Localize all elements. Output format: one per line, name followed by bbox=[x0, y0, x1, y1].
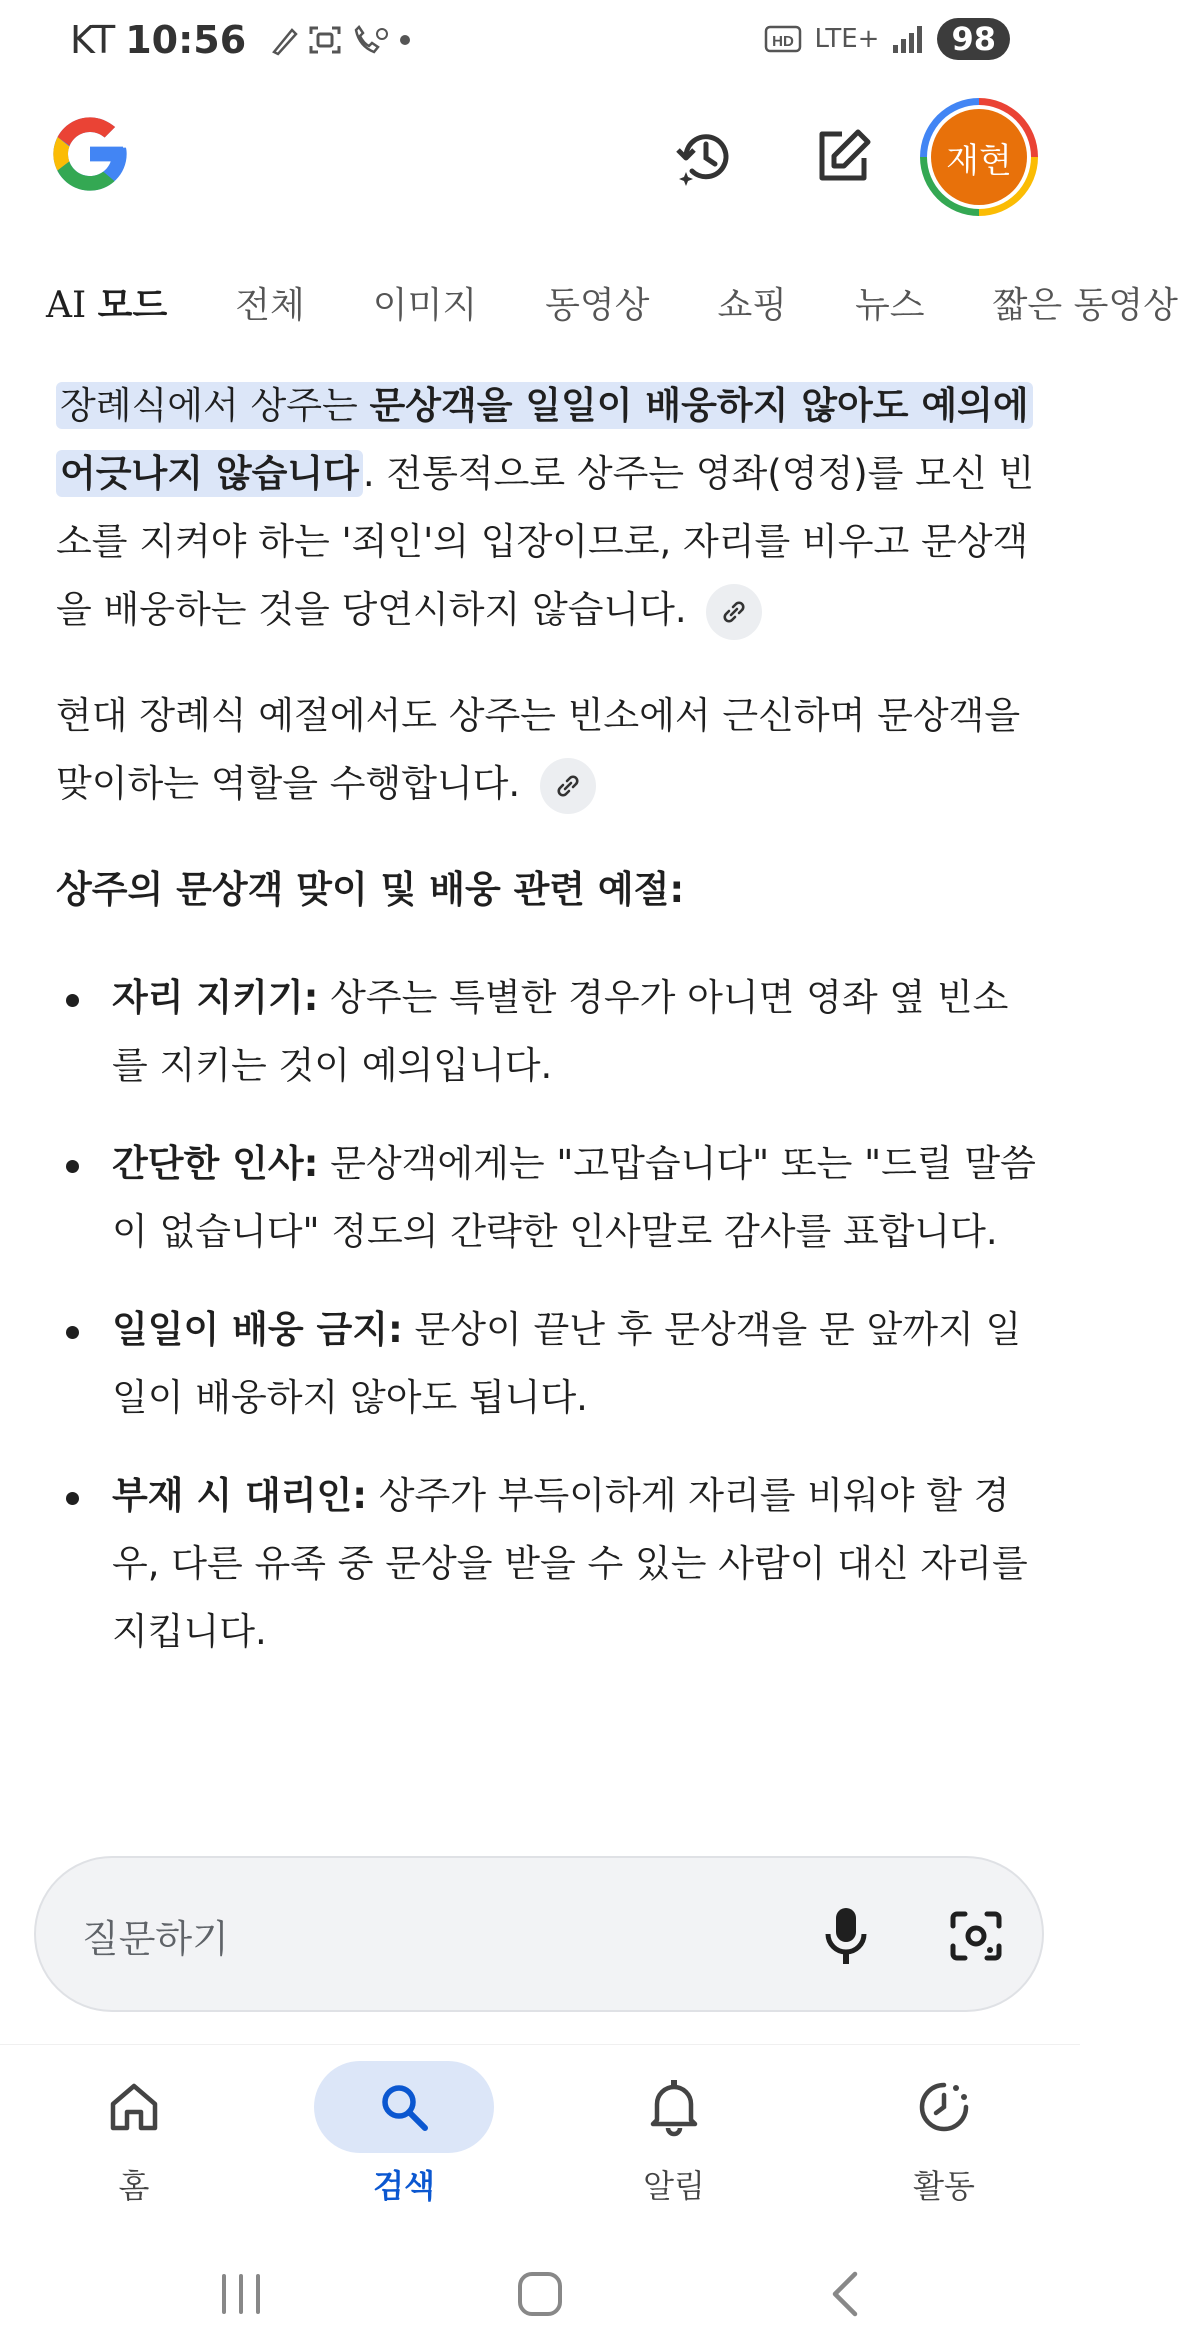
account-avatar-button[interactable] bbox=[920, 98, 1038, 216]
call-app-notification-icon bbox=[350, 24, 390, 56]
edit-icon bbox=[812, 126, 874, 188]
activity-icon bbox=[914, 2077, 974, 2137]
tab-images[interactable]: 이미지 bbox=[372, 284, 478, 326]
search-input[interactable]: 질문하기 bbox=[82, 1917, 229, 1961]
source-link-button[interactable] bbox=[706, 584, 762, 640]
pen-notification-icon bbox=[270, 24, 300, 56]
carrier-label: KT bbox=[70, 18, 116, 62]
bottom-navigation bbox=[0, 2044, 1080, 2244]
etiquette-list bbox=[56, 964, 1036, 1666]
camera-lens-icon bbox=[947, 1908, 1005, 1964]
recent-apps-button[interactable] bbox=[206, 2264, 276, 2324]
source-link-button[interactable] bbox=[540, 758, 596, 814]
list-item: 부재 시 대리인: 상주가 부득이하게 자리를 비워야 할 경우, 다른 유족 중 문상을 받을 수 있는 사람이 대신 자리를 지킵니다. bbox=[56, 1462, 1036, 1666]
tab-ai-mode[interactable]: AI 모드 bbox=[46, 284, 168, 326]
signal-icon bbox=[891, 23, 925, 55]
tab-all[interactable]: 전체 bbox=[235, 284, 305, 326]
voice-search-button[interactable] bbox=[806, 1896, 886, 1976]
network-type: LTE+ bbox=[814, 24, 880, 54]
highlighted-answer: 장례식에서 상주는 문상객을 일일이 배웅하지 않아도 예의에 어긋나지 않습니다 bbox=[56, 382, 1033, 497]
app-header bbox=[0, 84, 1080, 234]
scan-notification-icon bbox=[308, 24, 342, 56]
nav-search[interactable]: 검색 bbox=[304, 2061, 504, 2231]
home-square-icon bbox=[516, 2270, 564, 2318]
tab-news[interactable]: 뉴스 bbox=[855, 284, 925, 326]
system-navigation-bar bbox=[0, 2244, 1080, 2340]
clock: 10:56 bbox=[125, 18, 247, 62]
tab-short-videos[interactable]: 짧은 동영상 bbox=[992, 284, 1178, 326]
home-icon bbox=[107, 2080, 161, 2134]
avatar-initials: 재현 bbox=[931, 109, 1027, 205]
back-button[interactable] bbox=[810, 2264, 880, 2324]
battery-level: 98 bbox=[937, 18, 1010, 60]
new-chat-button[interactable] bbox=[808, 122, 878, 192]
google-logo[interactable] bbox=[46, 110, 134, 198]
section-title: 상주의 문상객 맞이 및 배웅 관련 예절: bbox=[56, 868, 685, 911]
more-notifications-dot-icon bbox=[398, 24, 412, 56]
lens-search-button[interactable] bbox=[936, 1896, 1016, 1976]
nav-notifications[interactable]: 알림 bbox=[574, 2061, 774, 2231]
search-icon bbox=[377, 2080, 431, 2134]
history-sparkle-icon bbox=[672, 124, 738, 190]
nav-home[interactable]: 홈 bbox=[34, 2061, 234, 2231]
link-icon bbox=[719, 597, 749, 627]
list-item: 간단한 인사: 문상객에게는 "고맙습니다" 또는 "드릴 말씀이 없습니다" 정도의 간략한 인사말로 감사를 표합니다. bbox=[56, 1130, 1036, 1266]
home-system-button[interactable] bbox=[505, 2264, 575, 2324]
ai-answer bbox=[56, 372, 1036, 1696]
back-chevron-icon bbox=[825, 2270, 865, 2318]
list-item: 자리 지키기: 상주는 특별한 경우가 아니면 영좌 옆 빈소를 지키는 것이 예의입니다. bbox=[56, 964, 1036, 1100]
history-button[interactable] bbox=[670, 122, 740, 192]
list-item: 일일이 배웅 금지: 문상이 끝난 후 문상객을 문 앞까지 일일이 배웅하지 않아도 됩니다. bbox=[56, 1296, 1036, 1432]
microphone-icon bbox=[824, 1906, 868, 1966]
svg-text:HD: HD bbox=[772, 33, 795, 50]
tab-shopping[interactable]: 쇼핑 bbox=[717, 284, 788, 326]
link-icon bbox=[553, 771, 583, 801]
answer-paragraph-1: 장례식에서 상주는 문상객을 일일이 배웅하지 않아도 예의에 어긋나지 않습니다 . 전통적으로 상주는 영좌(영정)를 모신 빈소를 지켜야 하는 '죄인'의 입장이므로, 자리를 비우고 문상객을 배웅하는 것을 당연시하지 않습니다. bbox=[56, 372, 1036, 644]
status-bar bbox=[0, 0, 1080, 84]
ask-input-bar[interactable] bbox=[34, 1856, 1044, 2012]
hd-voice-icon bbox=[764, 23, 802, 55]
answer-paragraph-2: 현대 장례식 예절에서도 상주는 빈소에서 근신하며 문상객을 맞이하는 역할을 수행합니다. bbox=[56, 682, 1036, 818]
bell-icon bbox=[647, 2078, 701, 2136]
search-mode-tabs bbox=[0, 262, 1178, 342]
recent-apps-icon bbox=[218, 2272, 264, 2316]
tab-videos[interactable]: 동영상 bbox=[545, 284, 650, 326]
nav-activity[interactable]: 활동 bbox=[844, 2061, 1044, 2231]
